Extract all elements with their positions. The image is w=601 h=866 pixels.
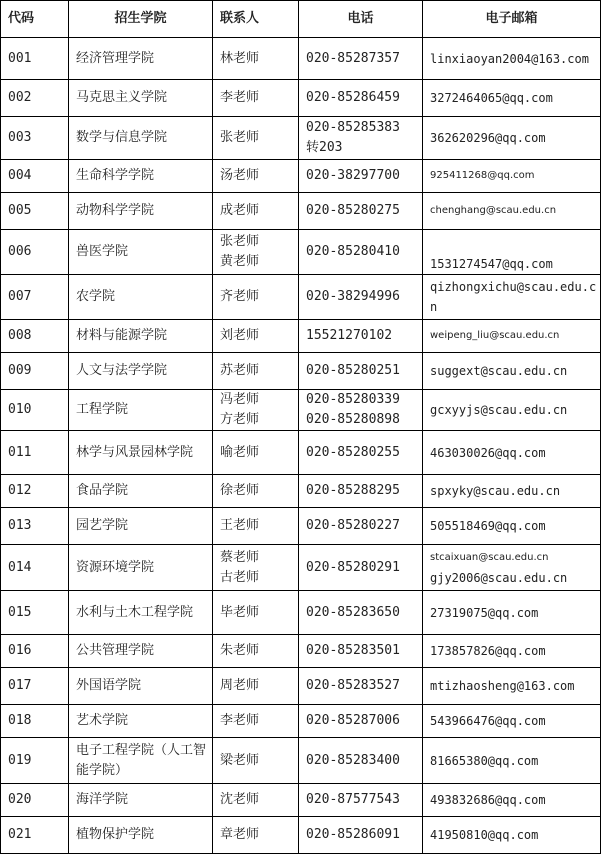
phone-number: 020-85283501 bbox=[306, 643, 400, 658]
row-phone bbox=[299, 390, 423, 431]
row-phone bbox=[299, 508, 423, 545]
row-contact bbox=[213, 80, 299, 117]
phone-number: 020-85286091 bbox=[306, 827, 400, 842]
email-address[interactable]: suggext@scau.edu.cn bbox=[430, 364, 568, 378]
contact-name: 张老师 bbox=[220, 130, 260, 145]
row-phone bbox=[299, 230, 423, 275]
row-contact bbox=[213, 545, 299, 591]
header-code: 代码 bbox=[1, 1, 69, 38]
phone-number: 020-85280410 bbox=[306, 244, 400, 259]
contact-name: 李老师 bbox=[220, 90, 260, 105]
row-code: 021 bbox=[1, 817, 69, 854]
row-email bbox=[423, 817, 601, 854]
header-row bbox=[1, 1, 601, 38]
table-row bbox=[1, 353, 601, 390]
row-code: 008 bbox=[1, 320, 69, 353]
row-contact bbox=[213, 320, 299, 353]
row-code: 018 bbox=[1, 705, 69, 738]
header-contact: 联系人 bbox=[213, 1, 299, 38]
row-email bbox=[423, 475, 601, 508]
phone-number: 020-38297700 bbox=[306, 168, 400, 183]
table-row bbox=[1, 80, 601, 117]
row-phone bbox=[299, 38, 423, 80]
table-row bbox=[1, 784, 601, 817]
contact-name: 喻老师 bbox=[220, 444, 260, 460]
contact-name: 蔡老师 bbox=[220, 549, 260, 565]
row-college: 数学与信息学院 bbox=[69, 117, 213, 160]
row-college: 生命科学学院 bbox=[69, 160, 213, 193]
row-email bbox=[423, 668, 601, 705]
row-contact bbox=[213, 705, 299, 738]
row-phone bbox=[299, 738, 423, 784]
phone-number: 020-85280227 bbox=[306, 518, 400, 533]
email-address[interactable]: qizhongxichu@scau.edu.cn bbox=[430, 280, 597, 314]
row-contact bbox=[213, 475, 299, 508]
row-college: 兽医学院 bbox=[69, 230, 213, 275]
row-email bbox=[423, 635, 601, 668]
table-row bbox=[1, 668, 601, 705]
row-code: 006 bbox=[1, 230, 69, 275]
row-code: 014 bbox=[1, 545, 69, 591]
contact-name: 章老师 bbox=[220, 827, 260, 842]
row-contact bbox=[213, 275, 299, 320]
email-address[interactable]: 173857826@qq.com bbox=[430, 644, 546, 658]
row-college: 材料与能源学院 bbox=[69, 320, 213, 353]
phone-number: 020-85287006 bbox=[306, 713, 400, 728]
contact-name: 梁老师 bbox=[220, 752, 260, 768]
row-college: 经济管理学院 bbox=[69, 38, 213, 80]
contact-name: 刘老师 bbox=[220, 328, 260, 343]
email-address[interactable]: 362620296@qq.com bbox=[430, 131, 546, 145]
row-contact bbox=[213, 668, 299, 705]
row-code: 015 bbox=[1, 591, 69, 635]
contact-name: 黄老师 bbox=[220, 254, 260, 269]
table-body bbox=[1, 38, 601, 854]
row-college: 海洋学院 bbox=[69, 784, 213, 817]
row-contact bbox=[213, 117, 299, 160]
row-contact bbox=[213, 38, 299, 80]
contact-name: 王老师 bbox=[220, 518, 260, 533]
table-row bbox=[1, 545, 601, 591]
email-address[interactable]: 543966476@qq.com bbox=[430, 714, 546, 728]
row-email bbox=[423, 353, 601, 390]
phone-number: 020-85280251 bbox=[306, 363, 400, 378]
email-address[interactable]: spxyky@scau.edu.cn bbox=[430, 484, 561, 498]
table-row bbox=[1, 117, 601, 160]
row-code: 005 bbox=[1, 193, 69, 230]
email-address[interactable]: mtizhaosheng@163.com bbox=[430, 679, 575, 693]
row-contact bbox=[213, 635, 299, 668]
row-phone bbox=[299, 353, 423, 390]
row-code: 012 bbox=[1, 475, 69, 508]
row-contact bbox=[213, 193, 299, 230]
row-email bbox=[423, 784, 601, 817]
contact-name: 汤老师 bbox=[220, 168, 260, 183]
row-contact bbox=[213, 591, 299, 635]
row-phone bbox=[299, 193, 423, 230]
contact-name: 李老师 bbox=[220, 713, 260, 728]
phone-number: 020-85280255 bbox=[306, 444, 400, 460]
row-phone bbox=[299, 635, 423, 668]
row-contact bbox=[213, 431, 299, 475]
header-phone: 电话 bbox=[299, 1, 423, 38]
row-code: 019 bbox=[1, 738, 69, 784]
phone-number: 020-85287357 bbox=[306, 50, 400, 66]
row-email bbox=[423, 80, 601, 117]
phone-number: 020-85283527 bbox=[306, 678, 400, 693]
phone-number: 020-85280275 bbox=[306, 203, 400, 218]
phone-number: 020-85280339 bbox=[306, 392, 400, 407]
row-contact bbox=[213, 353, 299, 390]
row-college: 园艺学院 bbox=[69, 508, 213, 545]
email-address[interactable]: 41950810@qq.com bbox=[430, 828, 539, 842]
table-row bbox=[1, 230, 601, 275]
contact-name: 齐老师 bbox=[220, 289, 260, 304]
table-row bbox=[1, 160, 601, 193]
table-row bbox=[1, 817, 601, 854]
row-phone bbox=[299, 784, 423, 817]
row-phone bbox=[299, 275, 423, 320]
email-address[interactable]: linxiaoyan2004@163.com bbox=[430, 51, 589, 66]
email-address[interactable]: gjy2006@scau.edu.cn bbox=[430, 570, 568, 585]
phone-number: 转203 bbox=[306, 140, 343, 155]
row-contact bbox=[213, 508, 299, 545]
row-phone bbox=[299, 160, 423, 193]
row-college: 资源环境学院 bbox=[69, 545, 213, 591]
row-code: 011 bbox=[1, 431, 69, 475]
row-college: 植物保护学院 bbox=[69, 817, 213, 854]
row-contact bbox=[213, 160, 299, 193]
row-phone bbox=[299, 80, 423, 117]
header-college: 招生学院 bbox=[69, 1, 213, 38]
table-row bbox=[1, 591, 601, 635]
phone-number: 020-85285383 bbox=[306, 120, 400, 135]
table-row bbox=[1, 320, 601, 353]
row-code: 001 bbox=[1, 38, 69, 80]
row-phone bbox=[299, 817, 423, 854]
row-phone bbox=[299, 545, 423, 591]
table-row bbox=[1, 635, 601, 668]
row-email bbox=[423, 545, 601, 591]
row-college: 林学与风景园林学院 bbox=[69, 431, 213, 475]
row-code: 020 bbox=[1, 784, 69, 817]
row-email bbox=[423, 117, 601, 160]
row-college: 水利与土木工程学院 bbox=[69, 591, 213, 635]
email-address[interactable]: stcaixuan@scau.edu.cn bbox=[430, 551, 549, 563]
row-email bbox=[423, 320, 601, 353]
row-email bbox=[423, 738, 601, 784]
row-contact bbox=[213, 738, 299, 784]
table-row bbox=[1, 390, 601, 431]
phone-number: 020-85286459 bbox=[306, 90, 400, 105]
contact-name: 成老师 bbox=[220, 203, 260, 218]
row-contact bbox=[213, 784, 299, 817]
phone-number: 020-85283400 bbox=[306, 752, 400, 768]
email-address[interactable]: 505518469@qq.com bbox=[430, 519, 546, 533]
row-email bbox=[423, 431, 601, 475]
row-college: 艺术学院 bbox=[69, 705, 213, 738]
contact-name: 徐老师 bbox=[220, 483, 260, 498]
email-address[interactable]: 493832686@qq.com bbox=[430, 793, 546, 807]
table-row bbox=[1, 275, 601, 320]
table-row bbox=[1, 193, 601, 230]
contact-name: 冯老师 bbox=[220, 392, 260, 407]
contact-name: 张老师 bbox=[220, 234, 260, 249]
row-college: 食品学院 bbox=[69, 475, 213, 508]
row-email bbox=[423, 390, 601, 431]
row-email bbox=[423, 705, 601, 738]
email-address[interactable]: 1531274547@qq.com bbox=[430, 257, 553, 271]
email-address[interactable]: gcxyyjs@scau.edu.cn bbox=[430, 403, 568, 417]
row-email bbox=[423, 38, 601, 80]
row-code: 013 bbox=[1, 508, 69, 545]
row-email bbox=[423, 193, 601, 230]
phone-number: 020-85288295 bbox=[306, 483, 400, 498]
row-email bbox=[423, 230, 601, 275]
contact-name: 毕老师 bbox=[220, 604, 260, 620]
row-email bbox=[423, 508, 601, 545]
row-phone bbox=[299, 320, 423, 353]
contact-name: 沈老师 bbox=[220, 792, 260, 807]
table-row bbox=[1, 38, 601, 80]
row-phone bbox=[299, 705, 423, 738]
row-contact bbox=[213, 230, 299, 275]
row-phone bbox=[299, 475, 423, 508]
row-phone bbox=[299, 591, 423, 635]
row-college: 马克思主义学院 bbox=[69, 80, 213, 117]
phone-number: 15521270102 bbox=[306, 328, 393, 343]
row-college: 公共管理学院 bbox=[69, 635, 213, 668]
row-code: 016 bbox=[1, 635, 69, 668]
row-college: 动物科学学院 bbox=[69, 193, 213, 230]
email-address[interactable]: 925411268@qq.com bbox=[430, 170, 535, 181]
email-address[interactable]: 3272464065@qq.com bbox=[430, 91, 553, 105]
header-email: 电子邮箱 bbox=[423, 1, 601, 38]
phone-number: 020-38294996 bbox=[306, 289, 400, 304]
table-row bbox=[1, 431, 601, 475]
table-row bbox=[1, 705, 601, 738]
contact-name: 林老师 bbox=[220, 50, 260, 66]
email-address[interactable]: chenghang@scau.edu.cn bbox=[430, 205, 557, 216]
row-code: 017 bbox=[1, 668, 69, 705]
email-address[interactable]: 81665380@qq.com bbox=[430, 753, 539, 768]
phone-number: 020-87577543 bbox=[306, 792, 400, 807]
contact-name: 朱老师 bbox=[220, 643, 260, 658]
row-code: 010 bbox=[1, 390, 69, 431]
row-phone bbox=[299, 431, 423, 475]
row-college: 电子工程学院（人工智能学院） bbox=[69, 738, 213, 784]
row-college: 人文与法学学院 bbox=[69, 353, 213, 390]
email-address[interactable]: 27319075@qq.com bbox=[430, 605, 539, 620]
row-email bbox=[423, 160, 601, 193]
row-code: 003 bbox=[1, 117, 69, 160]
email-address[interactable]: 463030026@qq.com bbox=[430, 445, 546, 460]
row-contact bbox=[213, 817, 299, 854]
row-college: 工程学院 bbox=[69, 390, 213, 431]
table-row bbox=[1, 508, 601, 545]
contact-name: 方老师 bbox=[220, 412, 260, 427]
row-phone bbox=[299, 117, 423, 160]
contact-name: 苏老师 bbox=[220, 363, 260, 378]
phone-number: 020-85280898 bbox=[306, 412, 400, 427]
contact-name: 古老师 bbox=[220, 569, 260, 585]
row-email bbox=[423, 275, 601, 320]
row-code: 009 bbox=[1, 353, 69, 390]
row-contact bbox=[213, 390, 299, 431]
table-row bbox=[1, 475, 601, 508]
row-college: 农学院 bbox=[69, 275, 213, 320]
row-email bbox=[423, 591, 601, 635]
row-code: 007 bbox=[1, 275, 69, 320]
contact-name: 周老师 bbox=[220, 678, 260, 693]
email-address[interactable]: weipeng_liu@scau.edu.cn bbox=[430, 330, 560, 341]
phone-number: 020-85280291 bbox=[306, 559, 400, 575]
row-code: 002 bbox=[1, 80, 69, 117]
table-row bbox=[1, 738, 601, 784]
row-code: 004 bbox=[1, 160, 69, 193]
row-phone bbox=[299, 668, 423, 705]
row-college: 外国语学院 bbox=[69, 668, 213, 705]
phone-number: 020-85283650 bbox=[306, 604, 400, 620]
